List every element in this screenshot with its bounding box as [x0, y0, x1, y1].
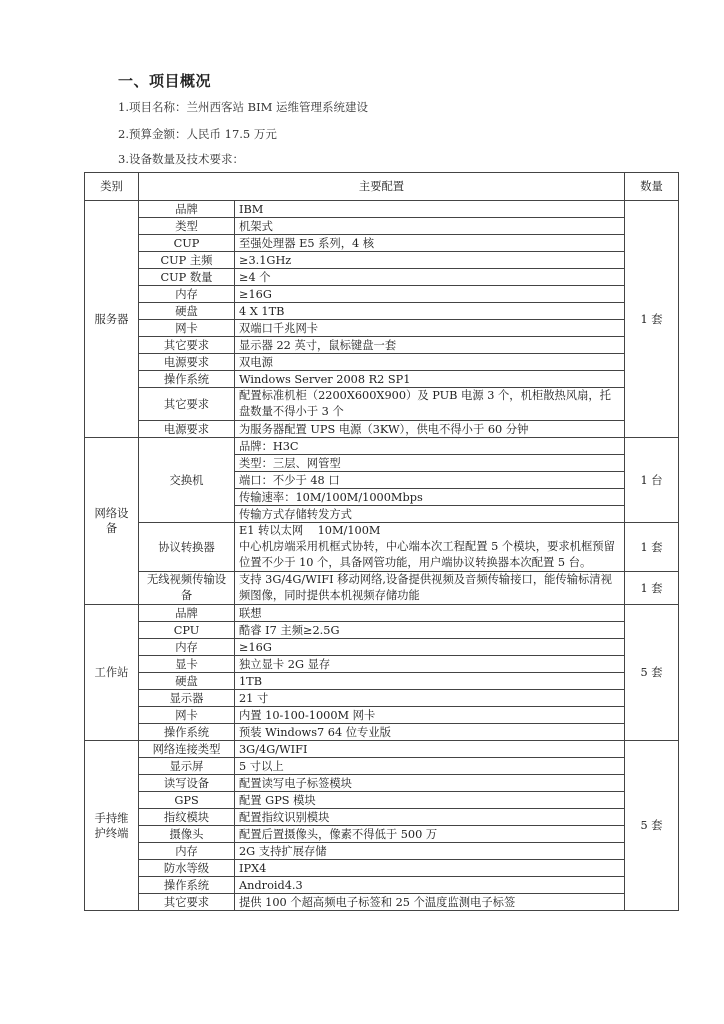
table-row — [85, 690, 679, 707]
table-row — [85, 371, 679, 388]
server-item-label: CUP 主频 — [139, 252, 235, 269]
header-config: 主要配置 — [139, 173, 625, 201]
handheld-item-value: IPX4 — [235, 860, 625, 877]
table-row — [85, 337, 679, 354]
equipment-requirements-line: 3.设备数量及技术要求： — [118, 152, 244, 166]
handheld-item-value: 配置指纹识别模块 — [235, 809, 625, 826]
workstation-item-value: 联想 — [235, 605, 625, 622]
server-item-value: 双端口千兆网卡 — [235, 320, 625, 337]
handheld-item-value: 5 寸以上 — [235, 758, 625, 775]
table-row — [85, 269, 679, 286]
budget-line: 2.预算金额：人民币 17.5 万元 — [118, 127, 277, 141]
handheld-item-value: 配置读写电子标签模块 — [235, 775, 625, 792]
server-item-label: 硬盘 — [139, 303, 235, 320]
workstation-qty: 5 套 — [625, 605, 679, 741]
converter-qty: 1 套 — [625, 523, 679, 572]
server-item-value: 配置标准机柜（2200X600X900）及 PUB 电源 3 个，机柜散热风扇，托盘数量不得小于 3 个 — [235, 388, 625, 421]
server-item-label: 操作系统 — [139, 371, 235, 388]
workstation-item-value: ≥16G — [235, 639, 625, 656]
server-item-label: 其它要求 — [139, 388, 235, 421]
switch-name: 交换机 — [139, 438, 235, 523]
server-item-label: CUP 数量 — [139, 269, 235, 286]
table-row — [85, 894, 679, 911]
table-row — [85, 775, 679, 792]
switch-qty: 1 台 — [625, 438, 679, 523]
workstation-item-value: 内置 10-100-1000M 网卡 — [235, 707, 625, 724]
server-item-label: CUP — [139, 235, 235, 252]
server-item-value: 4 X 1TB — [235, 303, 625, 320]
table-row — [85, 826, 679, 843]
switch-spec: 品牌：H3C — [235, 438, 625, 455]
server-item-value: ≥4 个 — [235, 269, 625, 286]
table-row — [85, 877, 679, 894]
server-item-label: 品牌 — [139, 201, 235, 218]
handheld-item-label: 其它要求 — [139, 894, 235, 911]
server-item-value: 至强处理器 E5 系列，4 核 — [235, 235, 625, 252]
table-row — [85, 201, 679, 218]
table-row — [85, 741, 679, 758]
table-row — [85, 252, 679, 269]
server-item-value: 显示器 22 英寸，鼠标键盘一套 — [235, 337, 625, 354]
server-item-value: 为服务器配置 UPS 电源（3KW），供电不得小于 60 分钟 — [235, 421, 625, 438]
handheld-item-label: 操作系统 — [139, 877, 235, 894]
table-row — [85, 286, 679, 303]
table-row — [85, 320, 679, 337]
workstation-item-value: 1TB — [235, 673, 625, 690]
server-category: 服务器 — [85, 201, 139, 438]
server-item-value: IBM — [235, 201, 625, 218]
server-item-label: 网卡 — [139, 320, 235, 337]
handheld-item-value: Android4.3 — [235, 877, 625, 894]
switch-spec: 传输方式存储转发方式 — [235, 506, 625, 523]
table-row — [85, 707, 679, 724]
server-item-value: 机架式 — [235, 218, 625, 235]
section-heading: 一、项目概况 — [118, 72, 212, 90]
project-name-line: 1.项目名称：兰州西客站 BIM 运维管理系统建设 — [118, 100, 369, 114]
workstation-item-label: 品牌 — [139, 605, 235, 622]
server-item-label: 电源要求 — [139, 421, 235, 438]
table-row — [85, 572, 679, 605]
handheld-item-label: 读写设备 — [139, 775, 235, 792]
switch-spec: 端口：不少于 48 口 — [235, 472, 625, 489]
workstation-item-value: 独立显卡 2G 显存 — [235, 656, 625, 673]
workstation-item-label: 显卡 — [139, 656, 235, 673]
table-header-row — [85, 173, 679, 201]
wireless-qty: 1 套 — [625, 572, 679, 605]
table-row — [85, 724, 679, 741]
handheld-item-value: 提供 100 个超高频电子标签和 25 个温度监测电子标签 — [235, 894, 625, 911]
network-category: 网络设备 — [85, 438, 139, 605]
server-item-label: 内存 — [139, 286, 235, 303]
handheld-item-label: 指纹模块 — [139, 809, 235, 826]
header-category: 类别 — [85, 173, 139, 201]
server-item-label: 电源要求 — [139, 354, 235, 371]
workstation-item-label: 内存 — [139, 639, 235, 656]
workstation-item-value: 酷睿 I7 主频≥2.5G — [235, 622, 625, 639]
table-row — [85, 303, 679, 320]
table-row — [85, 218, 679, 235]
table-row — [85, 438, 679, 455]
handheld-category: 手持维护终端 — [85, 741, 139, 911]
workstation-category: 工作站 — [85, 605, 139, 741]
table-row — [85, 843, 679, 860]
table-row — [85, 792, 679, 809]
table-row — [85, 235, 679, 252]
workstation-item-label: 操作系统 — [139, 724, 235, 741]
handheld-item-label: 显示屏 — [139, 758, 235, 775]
table-row — [85, 523, 679, 572]
handheld-item-value: 2G 支持扩展存储 — [235, 843, 625, 860]
server-item-label: 其它要求 — [139, 337, 235, 354]
table-row — [85, 809, 679, 826]
header-qty: 数量 — [625, 173, 679, 201]
workstation-item-label: CPU — [139, 622, 235, 639]
handheld-item-value: 3G/4G/WIFI — [235, 741, 625, 758]
handheld-item-label: 防水等级 — [139, 860, 235, 877]
handheld-qty: 5 套 — [625, 741, 679, 911]
server-item-label: 类型 — [139, 218, 235, 235]
switch-spec: 类型：三层、网管型 — [235, 455, 625, 472]
wireless-spec: 支持 3G/4G/WIFI 移动网络,设备提供视频及音频传输接口，能传输标清视频图像，同时提供本机视频存储功能 — [235, 572, 625, 605]
converter-name: 协议转换器 — [139, 523, 235, 572]
handheld-item-value: 配置后置摄像头，像素不得低于 500 万 — [235, 826, 625, 843]
equipment-spec-table — [84, 172, 679, 911]
handheld-item-label: 摄像头 — [139, 826, 235, 843]
workstation-item-label: 网卡 — [139, 707, 235, 724]
table-row — [85, 354, 679, 371]
handheld-item-value: 配置 GPS 模块 — [235, 792, 625, 809]
workstation-item-value: 21 寸 — [235, 690, 625, 707]
table-row — [85, 388, 679, 421]
server-item-value: Windows Server 2008 R2 SP1 — [235, 371, 625, 388]
table-row — [85, 758, 679, 775]
server-item-value: ≥3.1GHz — [235, 252, 625, 269]
table-row — [85, 860, 679, 877]
workstation-item-label: 硬盘 — [139, 673, 235, 690]
table-row — [85, 605, 679, 622]
workstation-item-value: 预装 Windows7 64 位专业版 — [235, 724, 625, 741]
wireless-name: 无线视频传输设备 — [139, 572, 235, 605]
workstation-item-label: 显示器 — [139, 690, 235, 707]
handheld-item-label: 网络连接类型 — [139, 741, 235, 758]
table-row — [85, 656, 679, 673]
server-item-value: ≥16G — [235, 286, 625, 303]
handheld-item-label: 内存 — [139, 843, 235, 860]
table-row — [85, 639, 679, 656]
table-row — [85, 673, 679, 690]
table-row — [85, 421, 679, 438]
server-qty: 1 套 — [625, 201, 679, 438]
table-row — [85, 622, 679, 639]
handheld-item-label: GPS — [139, 792, 235, 809]
switch-spec: 传输速率：10M/100M/1000Mbps — [235, 489, 625, 506]
server-item-value: 双电源 — [235, 354, 625, 371]
converter-spec: E1 转以太网 10M/100M 中心机房端采用机框式协转，中心端本次工程配置 5 个模块，要求机框预留位置不少于 10 个，具备网管功能，用户端协议转换器本次配置 5 台。 — [235, 523, 625, 572]
